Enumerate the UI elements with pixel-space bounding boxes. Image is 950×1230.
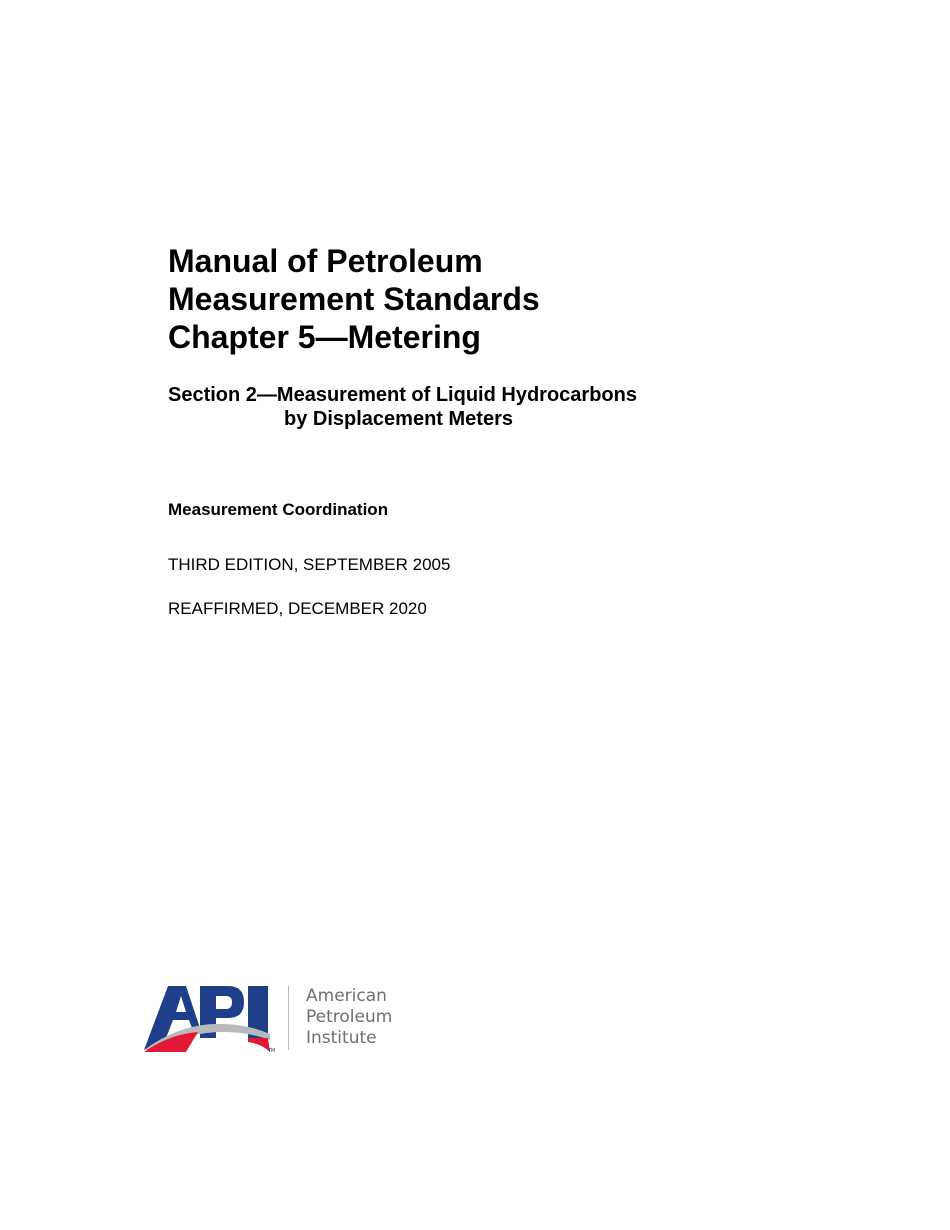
- committee-name: Measurement Coordination: [168, 500, 389, 519]
- title-line-3: Chapter 5—Metering: [168, 319, 481, 355]
- svg-text:TM: TM: [268, 1048, 276, 1054]
- org-name-line-2: Petroleum: [306, 1007, 393, 1027]
- section-line-2: by Displacement Meters: [284, 408, 513, 430]
- organization-name: [306, 986, 392, 1049]
- document-title: [168, 242, 540, 356]
- title-line-1: Manual of Petroleum: [168, 243, 483, 279]
- logo-divider: [288, 986, 289, 1050]
- section-line-1: Section 2—Measurement of Liquid Hydrocarbons: [168, 384, 637, 406]
- reaffirmed-statement: REAFFIRMED, DECEMBER 2020: [168, 599, 427, 618]
- api-logo: [142, 982, 412, 1056]
- section-title: [168, 383, 637, 431]
- org-name-line-3: Institute: [306, 1028, 377, 1048]
- edition-statement: THIRD EDITION, SEPTEMBER 2005: [168, 555, 451, 574]
- title-line-2: Measurement Standards: [168, 281, 540, 317]
- org-name-line-1: American: [306, 986, 387, 1006]
- api-logo-mark: [142, 982, 276, 1054]
